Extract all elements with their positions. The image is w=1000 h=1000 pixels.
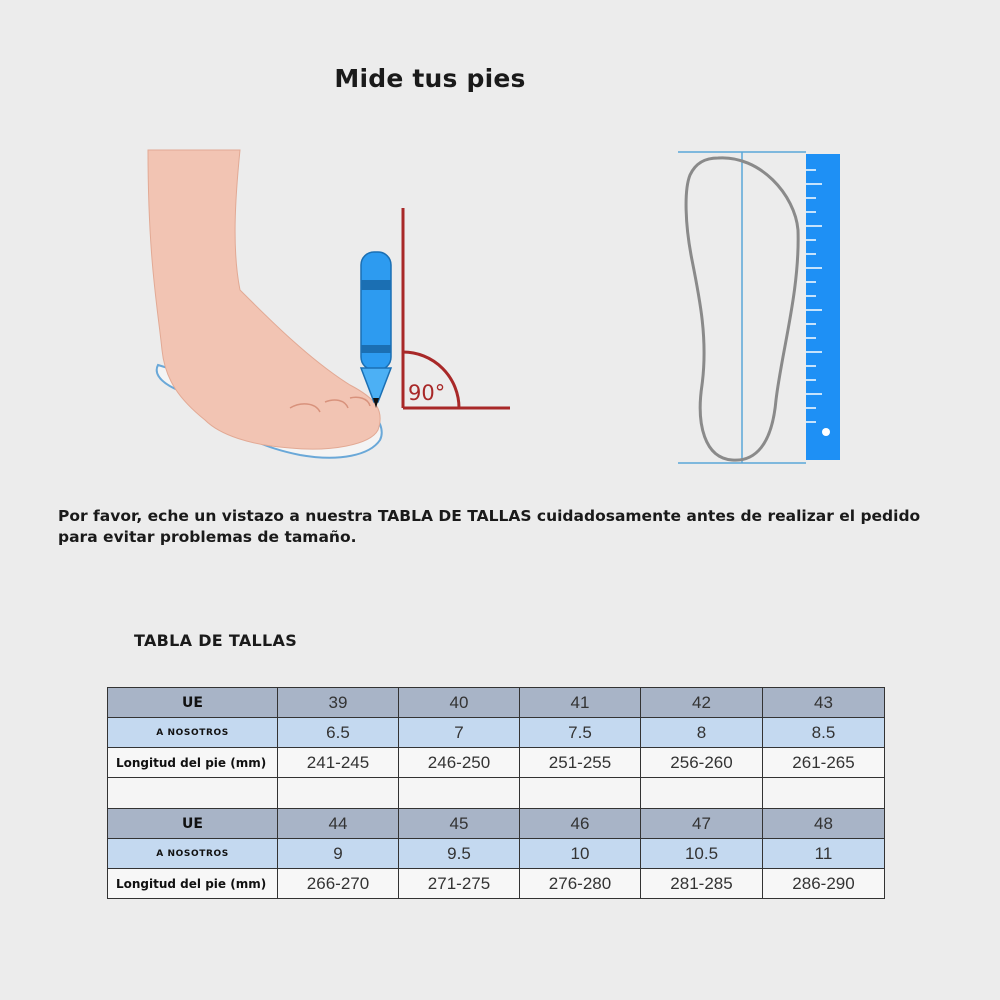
eu-size-cell: 41 bbox=[520, 688, 641, 718]
sole-ruler-illustration bbox=[670, 140, 850, 470]
us-size-cell: 10.5 bbox=[641, 839, 763, 869]
ruler-icon bbox=[806, 154, 840, 460]
us-size-cell: 9.5 bbox=[399, 839, 520, 869]
us-size-cell: 10 bbox=[520, 839, 641, 869]
us-size-cell: 9 bbox=[278, 839, 399, 869]
empty-cell bbox=[108, 778, 278, 809]
us-size-cell: 7 bbox=[399, 718, 520, 748]
empty-cell bbox=[520, 778, 641, 809]
table-row-us-2 bbox=[108, 839, 885, 869]
eu-size-cell: 45 bbox=[399, 809, 520, 839]
empty-cell bbox=[641, 778, 763, 809]
us-label: A NOSOTROS bbox=[108, 839, 278, 869]
eu-size-cell: 47 bbox=[641, 809, 763, 839]
foot-measuring-illustration bbox=[140, 140, 520, 470]
length-label: Longitud del pie (mm) bbox=[108, 748, 278, 778]
empty-cell bbox=[278, 778, 399, 809]
us-size-cell: 11 bbox=[763, 839, 885, 869]
eu-size-cell: 46 bbox=[520, 809, 641, 839]
size-table-title: TABLA DE TALLAS bbox=[134, 631, 298, 650]
length-cell: 246-250 bbox=[399, 748, 520, 778]
us-size-cell: 8.5 bbox=[763, 718, 885, 748]
table-row-length-1 bbox=[108, 748, 885, 778]
pen-icon bbox=[361, 252, 391, 408]
table-row-eu-2 bbox=[108, 809, 885, 839]
eu-size-cell: 40 bbox=[399, 688, 520, 718]
us-size-cell: 8 bbox=[641, 718, 763, 748]
length-cell: 256-260 bbox=[641, 748, 763, 778]
length-label: Longitud del pie (mm) bbox=[108, 869, 278, 899]
size-table bbox=[107, 687, 885, 899]
size-notice: Por favor, eche un vistazo a nuestra TABLA DE TALLAS cuidadosamente antes de realizar el pedido para evitar problemas de tamaño. bbox=[58, 507, 921, 546]
eu-size-cell: 39 bbox=[278, 688, 399, 718]
length-cell: 261-265 bbox=[763, 748, 885, 778]
table-row-length-2 bbox=[108, 869, 885, 899]
eu-size-cell: 42 bbox=[641, 688, 763, 718]
eu-size-cell: 48 bbox=[763, 809, 885, 839]
page-title: Mide tus pies bbox=[334, 64, 526, 93]
eu-label: UE bbox=[108, 688, 278, 718]
length-cell: 281-285 bbox=[641, 869, 763, 899]
right-angle-icon bbox=[403, 208, 510, 408]
table-row-us-1 bbox=[108, 718, 885, 748]
length-cell: 266-270 bbox=[278, 869, 399, 899]
length-cell: 251-255 bbox=[520, 748, 641, 778]
length-cell: 286-290 bbox=[763, 869, 885, 899]
angle-label: 90° bbox=[408, 381, 446, 405]
us-label: A NOSOTROS bbox=[108, 718, 278, 748]
us-size-cell: 6.5 bbox=[278, 718, 399, 748]
empty-cell bbox=[399, 778, 520, 809]
eu-size-cell: 43 bbox=[763, 688, 885, 718]
us-size-cell: 7.5 bbox=[520, 718, 641, 748]
eu-label: UE bbox=[108, 809, 278, 839]
length-cell: 276-280 bbox=[520, 869, 641, 899]
empty-cell bbox=[763, 778, 885, 809]
eu-size-cell: 44 bbox=[278, 809, 399, 839]
length-cell: 241-245 bbox=[278, 748, 399, 778]
length-cell: 271-275 bbox=[399, 869, 520, 899]
table-row-eu-1 bbox=[108, 688, 885, 718]
table-row-spacer bbox=[108, 778, 885, 809]
